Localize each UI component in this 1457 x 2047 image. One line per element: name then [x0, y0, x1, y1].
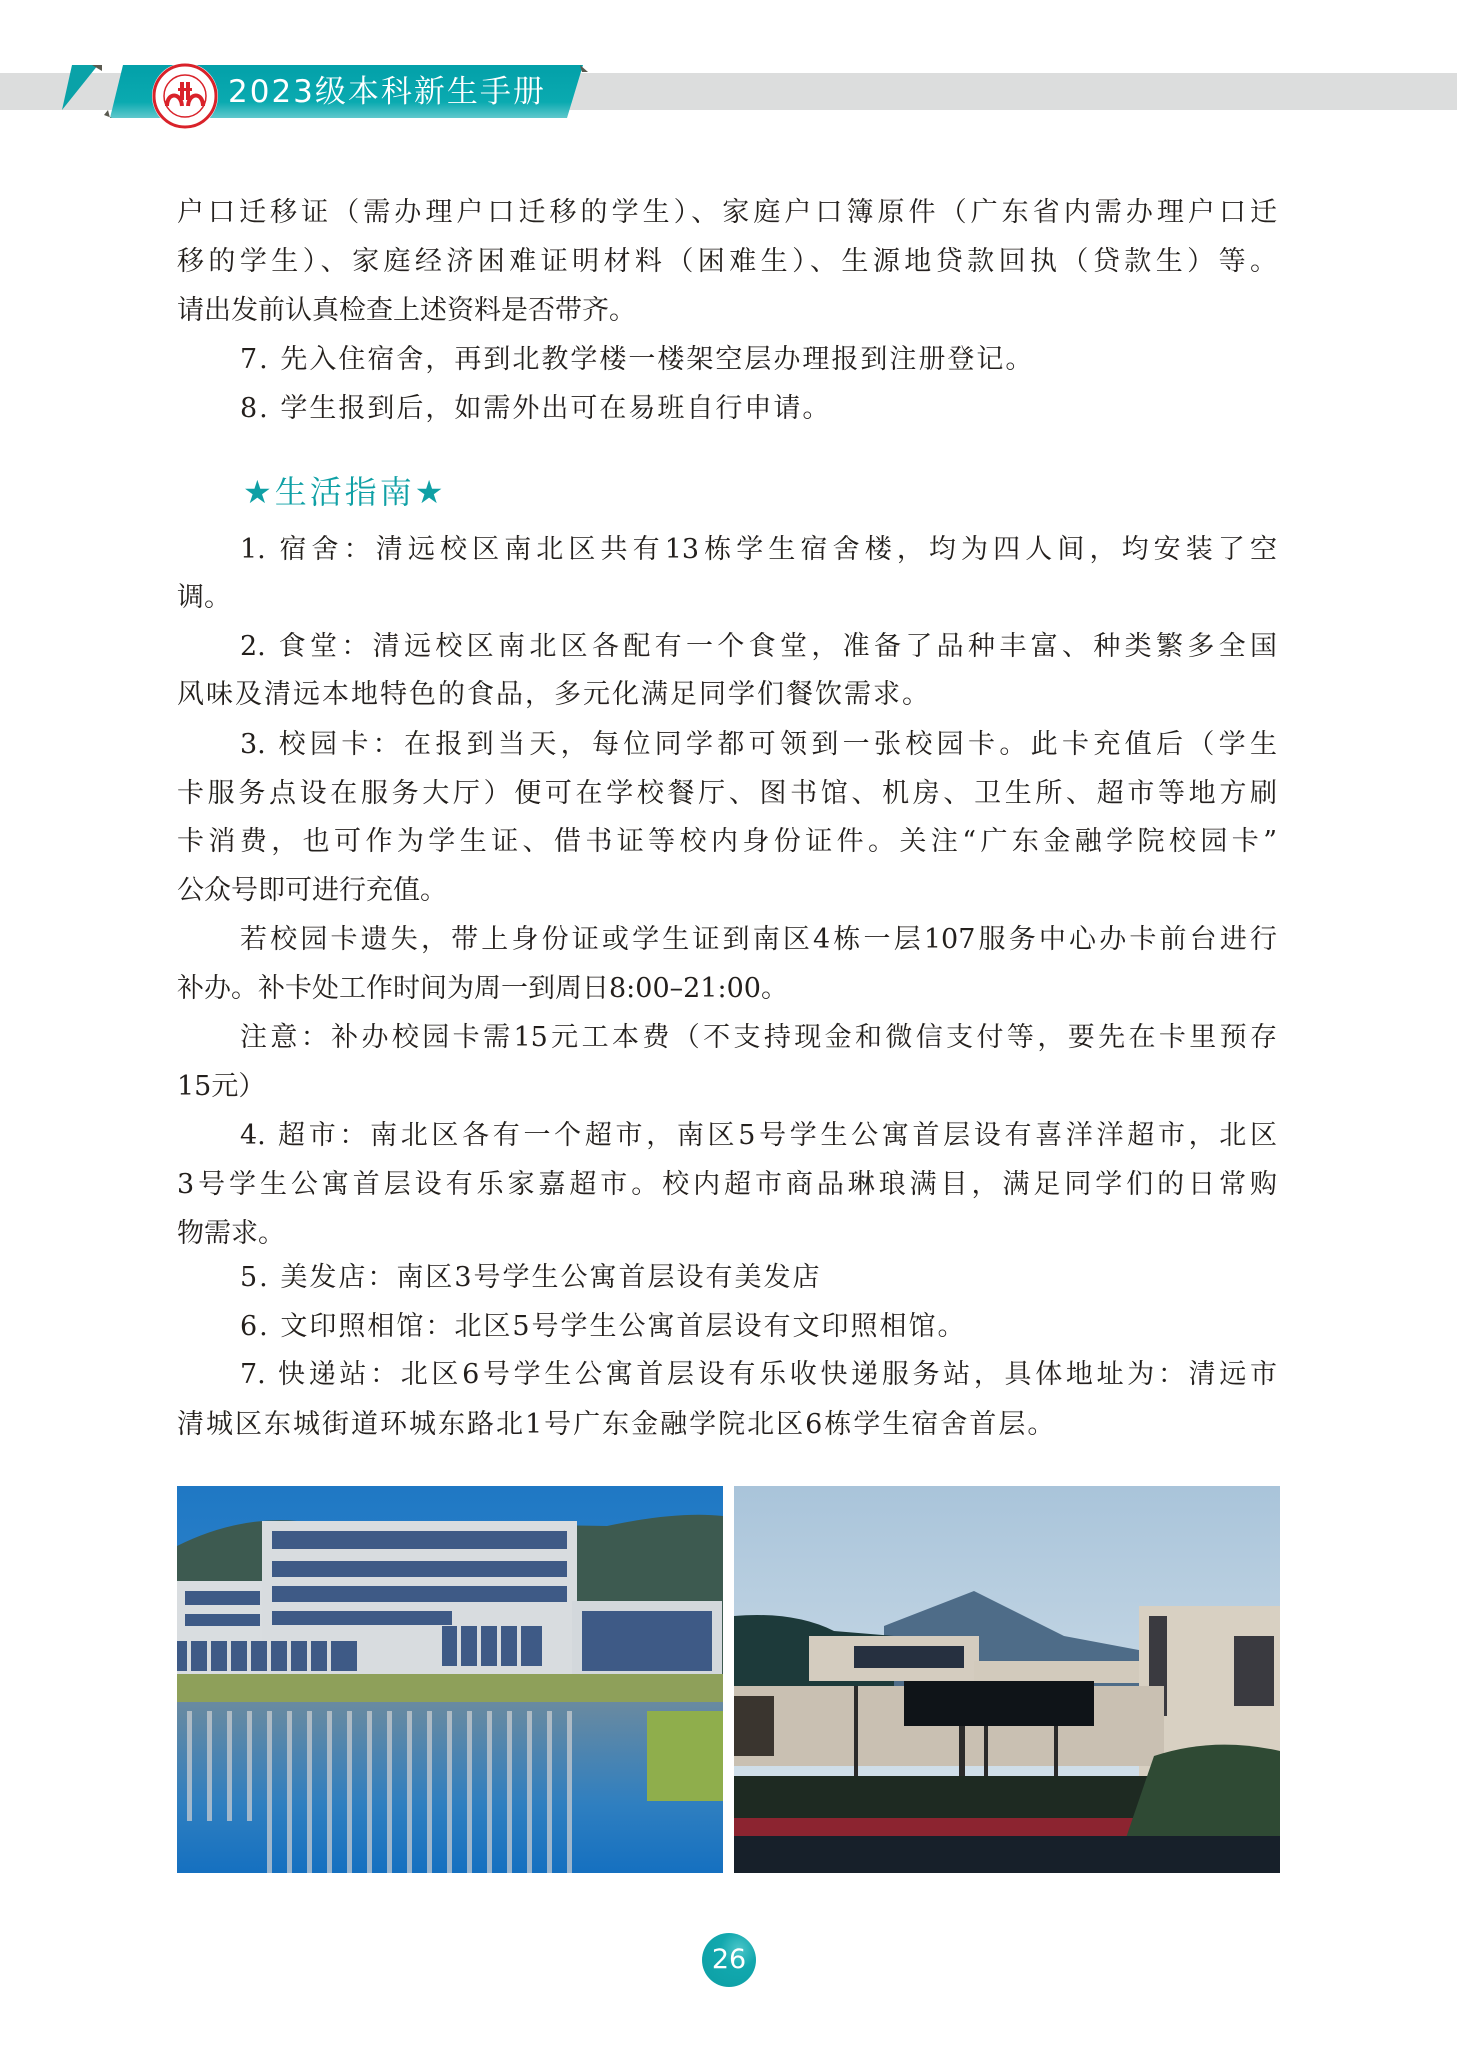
- text-line: 调。: [177, 582, 231, 613]
- text-line: 公众号即可进行充值。: [177, 875, 447, 906]
- text-line: 注意：补办校园卡需15元工本费（不支持现金和微信支付等，要先在卡里预存: [240, 1022, 1277, 1053]
- page-number-badge: 26: [702, 1933, 756, 1987]
- text-line: 物需求。: [177, 1218, 285, 1249]
- section-heading: ★生活指南★: [243, 473, 447, 511]
- text-line: 移的学生）、家庭经济困难证明材料（困难生）、生源地贷款回执（贷款生）等。: [177, 246, 1277, 277]
- campus-building-mountain-photo: [734, 1486, 1280, 1873]
- list-item: 1. 宿舍：清远校区南北区共有13栋学生宿舍楼，均为四人间，均安装了空: [240, 534, 1277, 565]
- text-line: 15元）: [177, 1071, 266, 1102]
- campus-building-lake-photo: [177, 1486, 723, 1873]
- list-item: 7. 先入住宿舍，再到北教学楼一楼架空层办理报到注册登记。: [240, 344, 1035, 375]
- list-item: 5. 美发店：南区3号学生公寓首层设有美发店: [240, 1262, 822, 1293]
- text-line: 卡消费，也可作为学生证、借书证等校内身份证件。关注“广东金融学院校园卡”: [177, 826, 1277, 857]
- text-line: 清城区东城街道环城东路北1号广东金融学院北区6栋学生宿舍首层。: [177, 1409, 1057, 1440]
- list-item: 6. 文印照相馆：北区5号学生公寓首层设有文印照相馆。: [240, 1311, 967, 1342]
- list-item: 4. 超市：南北区各有一个超市，南区5号学生公寓首层设有喜洋洋超市，北区: [240, 1120, 1277, 1151]
- list-item: 7. 快递站：北区6号学生公寓首层设有乐收快递服务站，具体地址为：清远市: [240, 1359, 1277, 1390]
- list-item: 8. 学生报到后，如需外出可在易班自行申请。: [240, 393, 832, 424]
- handbook-title: 2023级本科新生手册: [228, 74, 546, 110]
- header-ribbon-flap-icon: [62, 65, 102, 110]
- text-line: 补办。补卡处工作时间为周一到周日8:00–21:00。: [177, 973, 788, 1004]
- text-line: 请出发前认真检查上述资料是否带齐。: [177, 295, 636, 326]
- list-item: 3. 校园卡：在报到当天，每位同学都可领到一张校园卡。此卡充值后（学生: [240, 729, 1277, 760]
- text-line: 3号学生公寓首层设有乐家嘉超市。校内超市商品琳琅满目，满足同学们的日常购: [177, 1169, 1277, 1200]
- list-item: 2. 食堂：清远校区南北区各配有一个食堂，准备了品种丰富、种类繁多全国: [240, 631, 1277, 662]
- university-seal-icon: [151, 62, 219, 130]
- text-line: 风味及清远本地特色的食品，多元化满足同学们餐饮需求。: [177, 679, 931, 710]
- text-line: 户口迁移证（需办理户口迁移的学生）、家庭户口簿原件（广东省内需办理户口迁: [177, 197, 1277, 228]
- text-line: 卡服务点设在服务大厅）便可在学校餐厅、图书馆、机房、卫生所、超市等地方刷: [177, 778, 1277, 809]
- text-line: 若校园卡遗失，带上身份证或学生证到南区4栋一层107服务中心办卡前台进行: [240, 924, 1277, 955]
